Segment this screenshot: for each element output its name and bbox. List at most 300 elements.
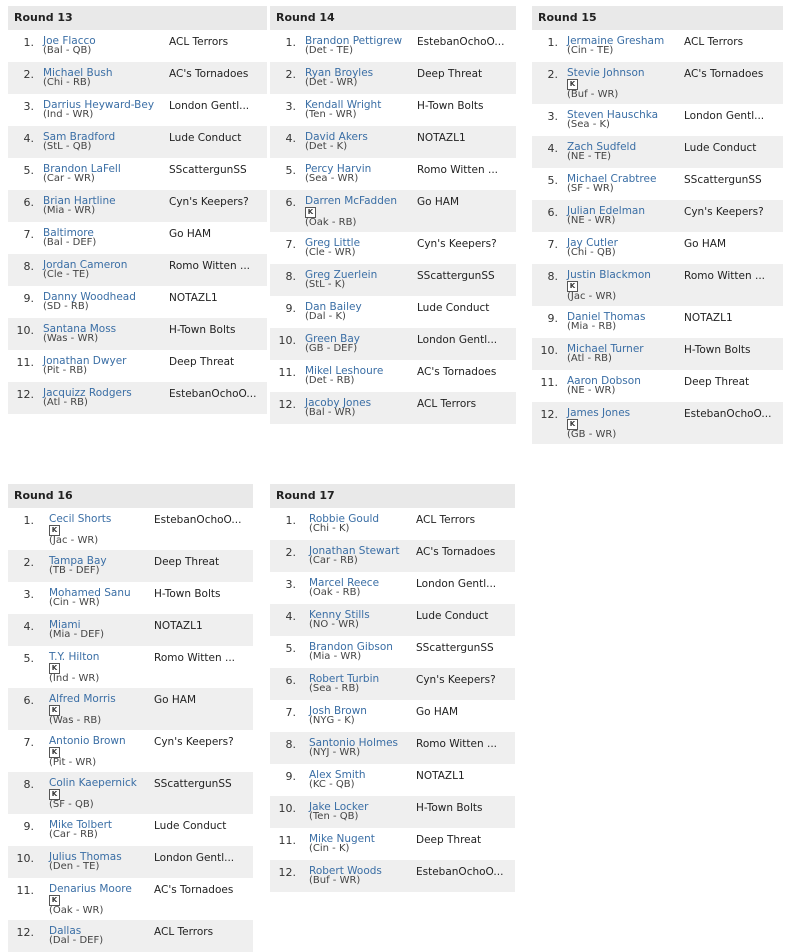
fantasy-team-name: SScattergunSS bbox=[417, 270, 495, 282]
player-cell bbox=[43, 164, 121, 184]
player-team-position: (Det - WR) bbox=[305, 77, 358, 88]
pick-number: 3. bbox=[547, 110, 558, 123]
pick-row bbox=[8, 350, 267, 382]
pick-row bbox=[8, 582, 253, 614]
fantasy-team-name: Romo Witten ... bbox=[154, 652, 236, 664]
pick-number: 1. bbox=[23, 514, 34, 527]
pick-number: 6. bbox=[23, 694, 34, 707]
player-name-link[interactable]: Alex Smith bbox=[309, 769, 366, 781]
player-name-link[interactable]: Kendall Wright bbox=[305, 99, 382, 111]
player-cell bbox=[567, 174, 656, 194]
player-cell bbox=[43, 196, 116, 216]
pick-number: 12. bbox=[278, 398, 296, 411]
player-name-link[interactable]: Julian Edelman bbox=[567, 205, 646, 217]
player-team-position: (Atl - RB) bbox=[567, 353, 612, 364]
player-name-link[interactable]: Daniel Thomas bbox=[567, 311, 646, 323]
pick-number: 4. bbox=[547, 142, 558, 155]
player-name-link[interactable]: Brian Hartline bbox=[43, 195, 116, 207]
player-team-position: (Oak - WR) bbox=[49, 905, 104, 916]
pick-row bbox=[270, 232, 516, 264]
player-name-link[interactable]: Julius Thomas bbox=[49, 851, 122, 863]
player-cell bbox=[567, 270, 651, 302]
pick-row bbox=[270, 860, 515, 892]
player-cell bbox=[49, 694, 116, 726]
player-cell bbox=[43, 132, 115, 152]
player-team-position: (Pit - RB) bbox=[43, 365, 88, 376]
player-team-position: (Det - RB) bbox=[305, 375, 355, 386]
keeper-icon: K bbox=[49, 663, 60, 674]
player-cell bbox=[49, 778, 137, 810]
player-name-link[interactable]: T.Y. Hilton bbox=[49, 651, 100, 663]
fantasy-team-name: ACL Terrors bbox=[416, 514, 476, 526]
pick-row bbox=[8, 158, 267, 190]
player-team-position: (Dal - DEF) bbox=[49, 935, 104, 946]
pick-number: 8. bbox=[23, 260, 34, 273]
pick-number: 4. bbox=[23, 620, 34, 633]
pick-number: 9. bbox=[285, 770, 296, 783]
player-cell bbox=[305, 132, 368, 152]
pick-row bbox=[270, 62, 516, 94]
round-header: Round 15 bbox=[532, 6, 783, 30]
player-cell bbox=[567, 206, 645, 226]
player-name-link[interactable]: Jonathan Stewart bbox=[309, 545, 400, 557]
player-cell bbox=[49, 820, 112, 840]
player-name-link[interactable]: Michael Crabtree bbox=[567, 173, 657, 185]
pick-row bbox=[8, 730, 253, 772]
player-cell bbox=[309, 514, 379, 534]
player-name-link[interactable]: Jonathan Dwyer bbox=[43, 355, 127, 367]
player-cell bbox=[305, 100, 381, 120]
player-cell bbox=[43, 68, 113, 88]
fantasy-team-name: EstebanOchoO... bbox=[169, 388, 257, 400]
player-name-link[interactable]: Darren McFadden bbox=[305, 195, 397, 207]
player-name-link[interactable]: Robert Woods bbox=[309, 865, 382, 877]
player-name-link[interactable]: Greg Little bbox=[305, 237, 361, 249]
fantasy-team-name: EstebanOchoO... bbox=[417, 36, 505, 48]
pick-row bbox=[270, 30, 516, 62]
player-name-link[interactable]: Antonio Brown bbox=[49, 735, 126, 747]
pick-row bbox=[532, 370, 783, 402]
fantasy-team-name: ACL Terrors bbox=[417, 398, 477, 410]
fantasy-team-name: London Gentl... bbox=[416, 578, 497, 590]
player-name-link[interactable]: Sam Bradford bbox=[43, 131, 116, 143]
pick-number: 6. bbox=[285, 674, 296, 687]
player-name-link[interactable]: Michael Bush bbox=[43, 67, 113, 79]
fantasy-team-name: Lude Conduct bbox=[684, 142, 757, 154]
pick-number: 9. bbox=[23, 820, 34, 833]
player-team-position: (Det - K) bbox=[305, 141, 348, 152]
pick-row bbox=[8, 688, 253, 730]
fantasy-team-name: SScattergunSS bbox=[169, 164, 247, 176]
player-team-position: (Car - RB) bbox=[309, 555, 358, 566]
fantasy-team-name: AC's Tornadoes bbox=[154, 884, 234, 896]
player-team-position: (KC - QB) bbox=[309, 779, 355, 790]
player-name-link[interactable]: Brandon Pettigrew bbox=[305, 35, 403, 47]
player-name-link[interactable]: Robbie Gould bbox=[309, 513, 380, 525]
fantasy-team-name: SScattergunSS bbox=[416, 642, 494, 654]
player-name-link[interactable]: Michael Turner bbox=[567, 343, 644, 355]
keeper-icon: K bbox=[567, 281, 578, 292]
player-name-link[interactable]: Mike Tolbert bbox=[49, 819, 113, 831]
player-name-link[interactable]: Jacquizz Rodgers bbox=[43, 387, 132, 399]
pick-number: 6. bbox=[285, 196, 296, 209]
player-cell bbox=[309, 770, 366, 790]
pick-number: 5. bbox=[285, 164, 296, 177]
player-name-link[interactable]: Jermaine Gresham bbox=[567, 35, 665, 47]
player-name-link[interactable]: Mike Nugent bbox=[309, 833, 375, 845]
player-cell bbox=[567, 238, 618, 258]
player-cell bbox=[305, 164, 371, 184]
fantasy-team-name: Go HAM bbox=[417, 196, 460, 208]
player-cell bbox=[305, 238, 360, 258]
pick-number: 2. bbox=[23, 68, 34, 81]
pick-row bbox=[270, 540, 515, 572]
pick-number: 11. bbox=[278, 834, 296, 847]
pick-row bbox=[270, 700, 515, 732]
player-cell bbox=[49, 852, 122, 872]
pick-number: 8. bbox=[23, 778, 34, 791]
player-cell bbox=[43, 36, 96, 56]
fantasy-team-name: Go HAM bbox=[154, 694, 197, 706]
player-cell bbox=[43, 356, 126, 376]
pick-number: 12. bbox=[278, 866, 296, 879]
player-name-link[interactable]: Danny Woodhead bbox=[43, 291, 136, 303]
pick-number: 4. bbox=[285, 610, 296, 623]
player-name-link[interactable]: David Akers bbox=[305, 131, 368, 143]
pick-number: 10. bbox=[540, 344, 558, 357]
player-cell bbox=[49, 926, 103, 946]
pick-number: 7. bbox=[285, 706, 296, 719]
player-name-link[interactable]: Brandon Gibson bbox=[309, 641, 393, 653]
player-cell bbox=[43, 100, 154, 120]
player-team-position: (Sea - WR) bbox=[305, 173, 359, 184]
player-team-position: (NYG - K) bbox=[309, 715, 355, 726]
fantasy-team-name: Cyn's Keepers? bbox=[684, 206, 764, 218]
player-cell bbox=[309, 642, 393, 662]
player-team-position: (Mia - WR) bbox=[309, 651, 362, 662]
player-team-position: (Ind - WR) bbox=[43, 109, 94, 120]
fantasy-team-name: Lude Conduct bbox=[417, 302, 490, 314]
fantasy-team-name: Romo Witten ... bbox=[416, 738, 498, 750]
pick-row bbox=[270, 264, 516, 296]
fantasy-team-name: Go HAM bbox=[684, 238, 727, 250]
player-cell bbox=[309, 546, 400, 566]
pick-number: 1. bbox=[23, 36, 34, 49]
player-team-position: (NE - WR) bbox=[567, 215, 616, 226]
player-name-link[interactable]: Jordan Cameron bbox=[43, 259, 128, 271]
player-team-position: (Cin - TE) bbox=[567, 45, 614, 56]
fantasy-team-name: Deep Threat bbox=[417, 68, 483, 80]
player-team-position: (Cle - WR) bbox=[305, 247, 356, 258]
player-team-position: (Jac - WR) bbox=[49, 535, 99, 546]
player-cell bbox=[49, 884, 132, 916]
player-name-link[interactable]: Marcel Reece bbox=[309, 577, 380, 589]
pick-row bbox=[8, 846, 253, 878]
pick-row bbox=[532, 264, 783, 306]
player-cell bbox=[309, 834, 375, 854]
pick-row bbox=[270, 668, 515, 700]
player-team-position: (Mia - WR) bbox=[43, 205, 96, 216]
pick-row bbox=[270, 392, 516, 424]
pick-number: 9. bbox=[285, 302, 296, 315]
player-team-position: (Sea - K) bbox=[567, 119, 610, 130]
player-team-position: (Ind - WR) bbox=[49, 673, 100, 684]
pick-row bbox=[8, 318, 267, 350]
player-team-position: (Cin - K) bbox=[309, 843, 350, 854]
player-name-link[interactable]: Miami bbox=[49, 619, 81, 631]
fantasy-team-name: Romo Witten ... bbox=[169, 260, 251, 272]
player-team-position: (GB - WR) bbox=[567, 429, 617, 440]
player-cell bbox=[49, 514, 111, 546]
player-name-link[interactable]: Colin Kaepernick bbox=[49, 777, 137, 789]
pick-number: 11. bbox=[278, 366, 296, 379]
player-name-link[interactable]: Aaron Dobson bbox=[567, 375, 641, 387]
pick-number: 7. bbox=[547, 238, 558, 251]
round-14-panel bbox=[270, 6, 516, 424]
pick-number: 5. bbox=[23, 164, 34, 177]
player-name-link[interactable]: Justin Blackmon bbox=[567, 269, 651, 281]
player-cell bbox=[567, 142, 636, 162]
fantasy-team-name: H-Town Bolts bbox=[154, 588, 221, 600]
player-name-link[interactable]: Green Bay bbox=[305, 333, 360, 345]
pick-row bbox=[532, 168, 783, 200]
player-team-position: (Mia - DEF) bbox=[49, 629, 105, 640]
pick-row bbox=[270, 94, 516, 126]
player-name-link[interactable]: Steven Hauschka bbox=[567, 109, 659, 121]
pick-row bbox=[8, 382, 267, 414]
round-16-panel bbox=[8, 484, 253, 952]
player-name-link[interactable]: Jacoby Jones bbox=[305, 397, 372, 409]
fantasy-team-name: Go HAM bbox=[169, 228, 212, 240]
player-cell bbox=[49, 556, 107, 576]
player-team-position: (Ten - QB) bbox=[309, 811, 359, 822]
fantasy-team-name: Deep Threat bbox=[416, 834, 482, 846]
player-name-link[interactable]: Santonio Holmes bbox=[309, 737, 399, 749]
player-cell bbox=[567, 312, 645, 332]
fantasy-team-name: Deep Threat bbox=[169, 356, 235, 368]
player-cell bbox=[43, 228, 96, 248]
fantasy-team-name: SScattergunSS bbox=[684, 174, 762, 186]
player-cell bbox=[309, 738, 398, 758]
player-team-position: (Cle - TE) bbox=[43, 269, 90, 280]
player-team-position: (StL - K) bbox=[305, 279, 346, 290]
player-team-position: (NYJ - WR) bbox=[309, 747, 361, 758]
pick-number: 10. bbox=[16, 852, 34, 865]
fantasy-team-name: NOTAZL1 bbox=[417, 132, 466, 144]
pick-row bbox=[532, 232, 783, 264]
player-cell bbox=[305, 334, 360, 354]
pick-number: 2. bbox=[547, 68, 558, 81]
player-name-link[interactable]: Santana Moss bbox=[43, 323, 117, 335]
player-team-position: (Was - RB) bbox=[49, 715, 102, 726]
fantasy-team-name: Lude Conduct bbox=[169, 132, 242, 144]
pick-number: 12. bbox=[540, 408, 558, 421]
player-cell bbox=[49, 736, 126, 768]
player-name-link[interactable]: Joe Flacco bbox=[43, 35, 96, 47]
keeper-icon: K bbox=[49, 747, 60, 758]
fantasy-team-name: Deep Threat bbox=[684, 376, 750, 388]
player-name-link[interactable]: Greg Zuerlein bbox=[305, 269, 378, 281]
pick-number: 8. bbox=[285, 738, 296, 751]
player-team-position: (Buf - WR) bbox=[309, 875, 361, 886]
player-name-link[interactable]: Robert Turbin bbox=[309, 673, 380, 685]
player-name-link[interactable]: Tampa Bay bbox=[49, 555, 107, 567]
pick-row bbox=[532, 30, 783, 62]
player-cell bbox=[49, 620, 104, 640]
player-cell bbox=[309, 610, 370, 630]
pick-number: 3. bbox=[285, 100, 296, 113]
player-name-link[interactable]: Darrius Heyward-Bey bbox=[43, 99, 155, 111]
player-team-position: (Bal - QB) bbox=[43, 45, 92, 56]
player-name-link[interactable]: Denarius Moore bbox=[49, 883, 132, 895]
player-team-position: (Jac - WR) bbox=[567, 291, 617, 302]
player-cell bbox=[567, 408, 630, 440]
pick-row bbox=[270, 190, 516, 232]
keeper-icon: K bbox=[567, 79, 578, 90]
round-header: Round 13 bbox=[8, 6, 267, 30]
pick-row bbox=[8, 508, 253, 550]
fantasy-team-name: H-Town Bolts bbox=[416, 802, 483, 814]
player-name-link[interactable]: Jay Cutler bbox=[567, 237, 618, 249]
player-team-position: (Car - RB) bbox=[49, 829, 98, 840]
player-team-position: (Chi - K) bbox=[309, 523, 350, 534]
player-cell bbox=[49, 588, 131, 608]
player-team-position: (Pit - WR) bbox=[49, 757, 97, 768]
round-header: Round 17 bbox=[270, 484, 515, 508]
fantasy-team-name: London Gentl... bbox=[169, 100, 250, 112]
pick-number: 5. bbox=[285, 642, 296, 655]
pick-number: 3. bbox=[23, 588, 34, 601]
pick-row bbox=[8, 190, 267, 222]
player-cell bbox=[305, 366, 383, 386]
pick-row bbox=[8, 550, 253, 582]
player-name-link[interactable]: Josh Brown bbox=[309, 705, 367, 717]
player-team-position: (SD - RB) bbox=[43, 301, 89, 312]
pick-number: 9. bbox=[547, 312, 558, 325]
pick-number: 1. bbox=[285, 36, 296, 49]
pick-number: 6. bbox=[547, 206, 558, 219]
player-team-position: (TB - DEF) bbox=[49, 565, 100, 576]
pick-row bbox=[270, 360, 516, 392]
player-name-link[interactable]: Zach Sudfeld bbox=[567, 141, 637, 153]
player-team-position: (Was - WR) bbox=[43, 333, 99, 344]
player-team-position: (NO - WR) bbox=[309, 619, 359, 630]
fantasy-team-name: Deep Threat bbox=[154, 556, 220, 568]
pick-row bbox=[532, 62, 783, 104]
fantasy-team-name: Cyn's Keepers? bbox=[154, 736, 234, 748]
player-name-link[interactable]: James Jones bbox=[567, 407, 631, 419]
fantasy-team-name: Cyn's Keepers? bbox=[416, 674, 496, 686]
player-team-position: (Oak - RB) bbox=[305, 217, 357, 228]
keeper-icon: K bbox=[49, 789, 60, 800]
player-name-link[interactable]: Dallas bbox=[49, 925, 82, 937]
pick-number: 6. bbox=[23, 196, 34, 209]
player-name-link[interactable]: Brandon LaFell bbox=[43, 163, 121, 175]
fantasy-team-name: Cyn's Keepers? bbox=[417, 238, 497, 250]
player-team-position: (Oak - RB) bbox=[309, 587, 361, 598]
pick-number: 7. bbox=[285, 238, 296, 251]
fantasy-team-name: ACL Terrors bbox=[169, 36, 229, 48]
pick-number: 3. bbox=[285, 578, 296, 591]
pick-row bbox=[8, 222, 267, 254]
player-cell bbox=[309, 866, 382, 886]
player-team-position: (Bal - DEF) bbox=[43, 237, 97, 248]
pick-row bbox=[270, 636, 515, 668]
player-team-position: (Atl - RB) bbox=[43, 397, 88, 408]
fantasy-team-name: London Gentl... bbox=[684, 110, 765, 122]
keeper-icon: K bbox=[567, 419, 578, 430]
player-name-link[interactable]: Baltimore bbox=[43, 227, 94, 239]
fantasy-team-name: Romo Witten ... bbox=[684, 270, 766, 282]
player-name-link[interactable]: Ryan Broyles bbox=[305, 67, 374, 79]
player-name-link[interactable]: Mikel Leshoure bbox=[305, 365, 384, 377]
keeper-icon: K bbox=[49, 525, 60, 536]
player-cell bbox=[309, 706, 367, 726]
fantasy-team-name: H-Town Bolts bbox=[684, 344, 751, 356]
player-name-link[interactable]: Jake Locker bbox=[309, 801, 369, 813]
pick-row bbox=[8, 878, 253, 920]
pick-row bbox=[532, 136, 783, 168]
pick-number: 10. bbox=[278, 334, 296, 347]
player-name-link[interactable]: Dan Bailey bbox=[305, 301, 362, 313]
pick-number: 2. bbox=[285, 68, 296, 81]
player-name-link[interactable]: Percy Harvin bbox=[305, 163, 372, 175]
fantasy-team-name: London Gentl... bbox=[154, 852, 235, 864]
pick-row bbox=[532, 104, 783, 136]
fantasy-team-name: EstebanOchoO... bbox=[684, 408, 772, 420]
player-team-position: (StL - QB) bbox=[43, 141, 92, 152]
pick-row bbox=[532, 338, 783, 370]
pick-row bbox=[8, 126, 267, 158]
fantasy-team-name: ACL Terrors bbox=[154, 926, 214, 938]
player-name-link[interactable]: Cecil Shorts bbox=[49, 513, 112, 525]
fantasy-team-name: London Gentl... bbox=[417, 334, 498, 346]
player-name-link[interactable]: Stevie Johnson bbox=[567, 67, 645, 79]
player-name-link[interactable]: Kenny Stills bbox=[309, 609, 370, 621]
pick-number: 11. bbox=[540, 376, 558, 389]
keeper-icon: K bbox=[305, 207, 316, 218]
pick-number: 8. bbox=[285, 270, 296, 283]
pick-row bbox=[8, 30, 267, 62]
pick-number: 7. bbox=[23, 228, 34, 241]
pick-row bbox=[270, 126, 516, 158]
player-team-position: (Chi - QB) bbox=[567, 247, 616, 258]
player-name-link[interactable]: Mohamed Sanu bbox=[49, 587, 131, 599]
player-team-position: (SF - WR) bbox=[567, 183, 614, 194]
player-team-position: (Det - TE) bbox=[305, 45, 353, 56]
pick-row bbox=[270, 764, 515, 796]
player-cell bbox=[567, 68, 645, 100]
player-cell bbox=[43, 388, 132, 408]
round-header: Round 16 bbox=[8, 484, 253, 508]
player-cell bbox=[43, 324, 116, 344]
pick-number: 12. bbox=[16, 926, 34, 939]
pick-row bbox=[8, 286, 267, 318]
pick-row bbox=[532, 306, 783, 338]
pick-number: 10. bbox=[16, 324, 34, 337]
fantasy-team-name: NOTAZL1 bbox=[416, 770, 465, 782]
fantasy-team-name: NOTAZL1 bbox=[684, 312, 733, 324]
pick-row bbox=[270, 572, 515, 604]
pick-number: 12. bbox=[16, 388, 34, 401]
player-team-position: (Dal - K) bbox=[305, 311, 346, 322]
pick-row bbox=[270, 828, 515, 860]
player-team-position: (Buf - WR) bbox=[567, 89, 619, 100]
pick-number: 11. bbox=[16, 884, 34, 897]
player-name-link[interactable]: Alfred Morris bbox=[49, 693, 116, 705]
player-cell bbox=[309, 578, 379, 598]
player-cell bbox=[567, 344, 644, 364]
